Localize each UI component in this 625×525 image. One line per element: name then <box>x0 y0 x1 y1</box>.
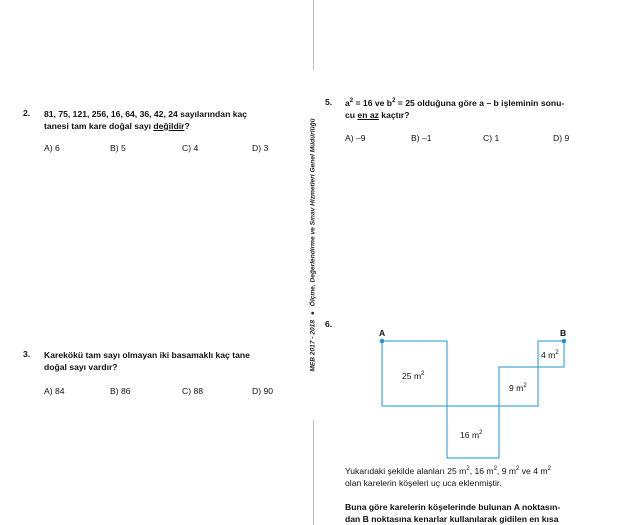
question-2-number: 2. <box>23 108 31 118</box>
square-16-label: 16 $m^2$ <box>460 430 483 440</box>
q2-option-d[interactable]: D) 3 <box>252 143 269 153</box>
square-9-label: 9 $m^2$ <box>509 383 527 393</box>
bullet-icon: ● <box>309 311 317 316</box>
square-4-label: 4 $m^2$ <box>541 350 559 360</box>
question-5-stem <box>345 97 605 121</box>
label-b: B <box>560 328 567 338</box>
question-6-line2: olan karelerin köşeleri uç uca eklenmiştir. <box>345 478 502 488</box>
q3-option-c[interactable]: C) 88 <box>182 386 204 396</box>
sidebar-org: Ölçme, Değerlendirme ve Sınav Hizmetleri Genel Müdürlüğü <box>309 118 317 307</box>
question-2-stem <box>44 108 302 132</box>
q2-option-c[interactable]: C) 4 <box>182 143 199 153</box>
question-6-line3: Buna göre karelerin köşelerinde bulunan A noktasın- <box>345 502 561 512</box>
point-b <box>562 339 567 344</box>
question-5-underlined: en az <box>357 110 379 120</box>
question-2-line1: 81, 75, 121, 256, 16, 64, 36, 42, 24 sayılarından kaç <box>44 109 248 119</box>
question-6-number: 6. <box>325 319 333 329</box>
q3-option-b[interactable]: B) 86 <box>110 386 131 396</box>
sidebar-vertical-text <box>310 118 317 371</box>
question-6-text-2 <box>345 501 610 525</box>
question-6-text-1 <box>345 465 610 489</box>
question-3-stem <box>44 349 302 373</box>
square-25-label: 25 $m^2$ <box>402 371 425 381</box>
question-5-line2: cu en az kaçtır? <box>345 110 410 120</box>
question-5-line1: $a^2 = 16$ ve $b^2 = 25$ olduğuna göre a – b işleminin sonu- <box>345 98 565 108</box>
question-3-line2: doğal sayı vardır? <box>44 362 118 372</box>
q3-option-d[interactable]: D) 90 <box>252 386 274 396</box>
question-2-underlined: değildir <box>153 121 185 131</box>
question-5-number: 5. <box>325 97 333 107</box>
column-divider-top <box>313 0 314 70</box>
q2-option-b[interactable]: B) 5 <box>110 143 126 153</box>
q5-option-b[interactable]: B) –1 <box>411 133 432 143</box>
question-3-number: 3. <box>23 349 31 359</box>
squares-figure <box>370 325 585 465</box>
question-6-line4: dan B noktasına kenarlar kullanılarak gidilen en kısa <box>345 514 559 524</box>
question-2-line2: tanesi tam kare doğal sayı değildir? <box>44 121 190 131</box>
q3-option-a[interactable]: A) 84 <box>44 386 65 396</box>
label-a: A <box>379 328 386 338</box>
question-3-line1: Karekökü tam sayı olmayan iki basamaklı kaç tane <box>44 350 250 360</box>
question-6-line1: Yukarıdaki şekilde alanları 25 $m^2$, 16 $m^2$, 9 $m^2$ ve 4 $m^2$ <box>345 466 551 476</box>
q2-option-a[interactable]: A) 6 <box>44 143 60 153</box>
q5-option-c[interactable]: C) 1 <box>483 133 500 143</box>
point-a <box>380 339 385 344</box>
sidebar-year: MEB 2017 - 2018 <box>309 319 317 372</box>
q5-option-d[interactable]: D) 9 <box>553 133 570 143</box>
q5-option-a[interactable]: A) –9 <box>345 133 366 143</box>
column-divider-bottom <box>313 420 314 525</box>
